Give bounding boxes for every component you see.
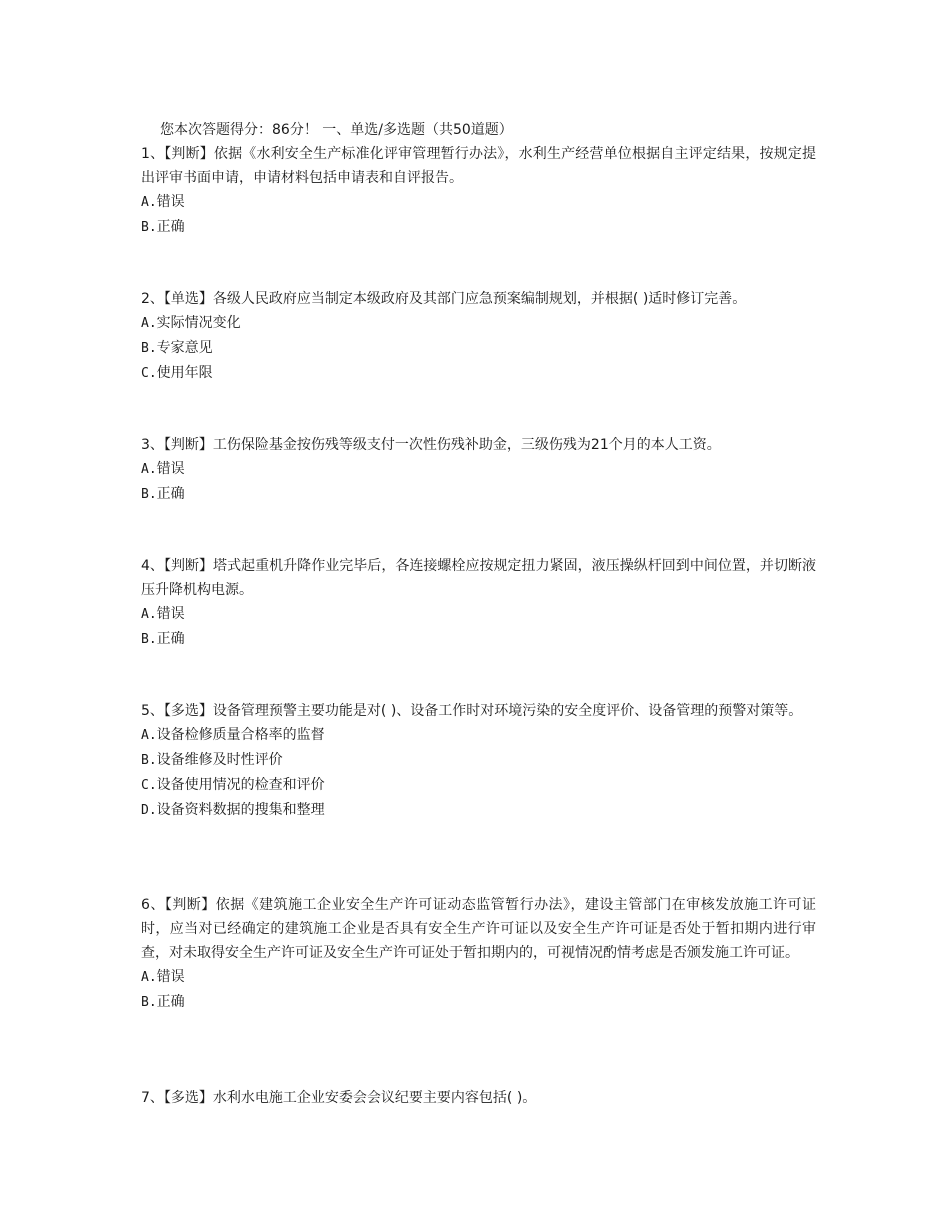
option-text: 正确 bbox=[156, 994, 185, 1010]
question-3 bbox=[141, 433, 816, 507]
question-text: 4、【判断】塔式起重机升降作业完毕后，各连接螺栓应按规定扭力紧固，液压操纵杆回到中间位置，并切断液压升降机构电源。 bbox=[141, 558, 816, 598]
option-a[interactable] bbox=[141, 190, 816, 215]
question-text: 3、【判断】工伤保险基金按伤残等级支付一次性伤残补助金，三级伤残为21个月的本人工资。 bbox=[141, 437, 721, 453]
question-text: 6、【判断】依据《建筑施工企业安全生产许可证动态监管暂行办法》，建设主管部门在审核发放施工许可证时，应当对已经确定的建筑施工企业是否具有安全生产许可证以及安全生产许可证是否处于暂扣期内进行审查，对未取得安全生产许可证及安全生产许可证处于暂扣期内的，可视情况酌情考虑是否颁发施工许可证。 bbox=[141, 897, 816, 961]
option-text: 设备使用情况的检查和评价 bbox=[156, 777, 325, 793]
question-5 bbox=[141, 699, 816, 823]
option-text: 设备维修及时性评价 bbox=[156, 752, 283, 768]
option-letter: A. bbox=[141, 462, 157, 477]
option-text: 正确 bbox=[156, 486, 185, 502]
option-letter: A. bbox=[141, 970, 157, 985]
option-b[interactable] bbox=[141, 627, 816, 652]
option-text: 错误 bbox=[156, 461, 185, 477]
option-a[interactable] bbox=[141, 965, 816, 990]
option-b[interactable] bbox=[141, 336, 816, 361]
option-letter: A. bbox=[141, 195, 157, 210]
option-text: 错误 bbox=[156, 606, 185, 622]
question-text: 5、【多选】设备管理预警主要功能是对( )、设备工作时对环境污染的安全度评价、设备管理的预警对策等。 bbox=[141, 703, 803, 719]
option-text: 使用年限 bbox=[156, 365, 213, 381]
option-letter: A. bbox=[141, 607, 157, 622]
question-text: 7、【多选】水利水电施工企业安委会会议纪要主要内容包括( )。 bbox=[141, 1090, 537, 1106]
option-letter: B. bbox=[141, 753, 157, 768]
option-b[interactable] bbox=[141, 215, 816, 240]
option-text: 专家意见 bbox=[156, 340, 213, 356]
options-list bbox=[141, 723, 816, 823]
question-6 bbox=[141, 893, 816, 1015]
question-2 bbox=[141, 287, 816, 386]
option-letter: B. bbox=[141, 995, 157, 1010]
options-list bbox=[141, 457, 816, 507]
question-text: 1、【判断】依据《水利安全生产标准化评审管理暂行办法》，水利生产经营单位根据自主评定结果，按规定提出评审书面申请，申请材料包括申请表和自评报告。 bbox=[141, 146, 816, 186]
question-7 bbox=[141, 1086, 816, 1110]
option-text: 实际情况变化 bbox=[156, 315, 241, 331]
option-text: 错误 bbox=[156, 969, 185, 985]
question-4 bbox=[141, 554, 816, 652]
option-letter: A. bbox=[141, 316, 157, 331]
option-text: 正确 bbox=[156, 219, 185, 235]
option-letter: B. bbox=[141, 487, 157, 502]
option-letter: C. bbox=[141, 366, 157, 381]
option-text: 设备检修质量合格率的监督 bbox=[156, 727, 325, 743]
option-b[interactable] bbox=[141, 990, 816, 1015]
score-header: 您本次答题得分：86分！ 一、单选/多选题（共50道题） bbox=[160, 122, 513, 138]
option-a[interactable] bbox=[141, 602, 816, 627]
option-a[interactable] bbox=[141, 311, 816, 336]
option-letter: C. bbox=[141, 778, 157, 793]
options-list bbox=[141, 190, 816, 240]
options-list bbox=[141, 965, 816, 1015]
options-list bbox=[141, 311, 816, 386]
option-a[interactable] bbox=[141, 723, 816, 748]
option-text: 错误 bbox=[156, 194, 185, 210]
question-1 bbox=[141, 142, 816, 240]
option-letter: D. bbox=[141, 803, 157, 818]
option-b[interactable] bbox=[141, 748, 816, 773]
option-text: 设备资料数据的搜集和整理 bbox=[156, 802, 325, 818]
option-letter: A. bbox=[141, 728, 157, 743]
question-text: 2、【单选】各级人民政府应当制定本级政府及其部门应急预案编制规划，并根据( )适时修订完善。 bbox=[141, 291, 747, 307]
option-letter: B. bbox=[141, 220, 157, 235]
option-a[interactable] bbox=[141, 457, 816, 482]
option-letter: B. bbox=[141, 341, 157, 356]
options-list bbox=[141, 602, 816, 652]
option-c[interactable] bbox=[141, 773, 816, 798]
option-b[interactable] bbox=[141, 482, 816, 507]
option-d[interactable] bbox=[141, 798, 816, 823]
option-text: 正确 bbox=[156, 631, 185, 647]
option-c[interactable] bbox=[141, 361, 816, 386]
option-letter: B. bbox=[141, 632, 157, 647]
